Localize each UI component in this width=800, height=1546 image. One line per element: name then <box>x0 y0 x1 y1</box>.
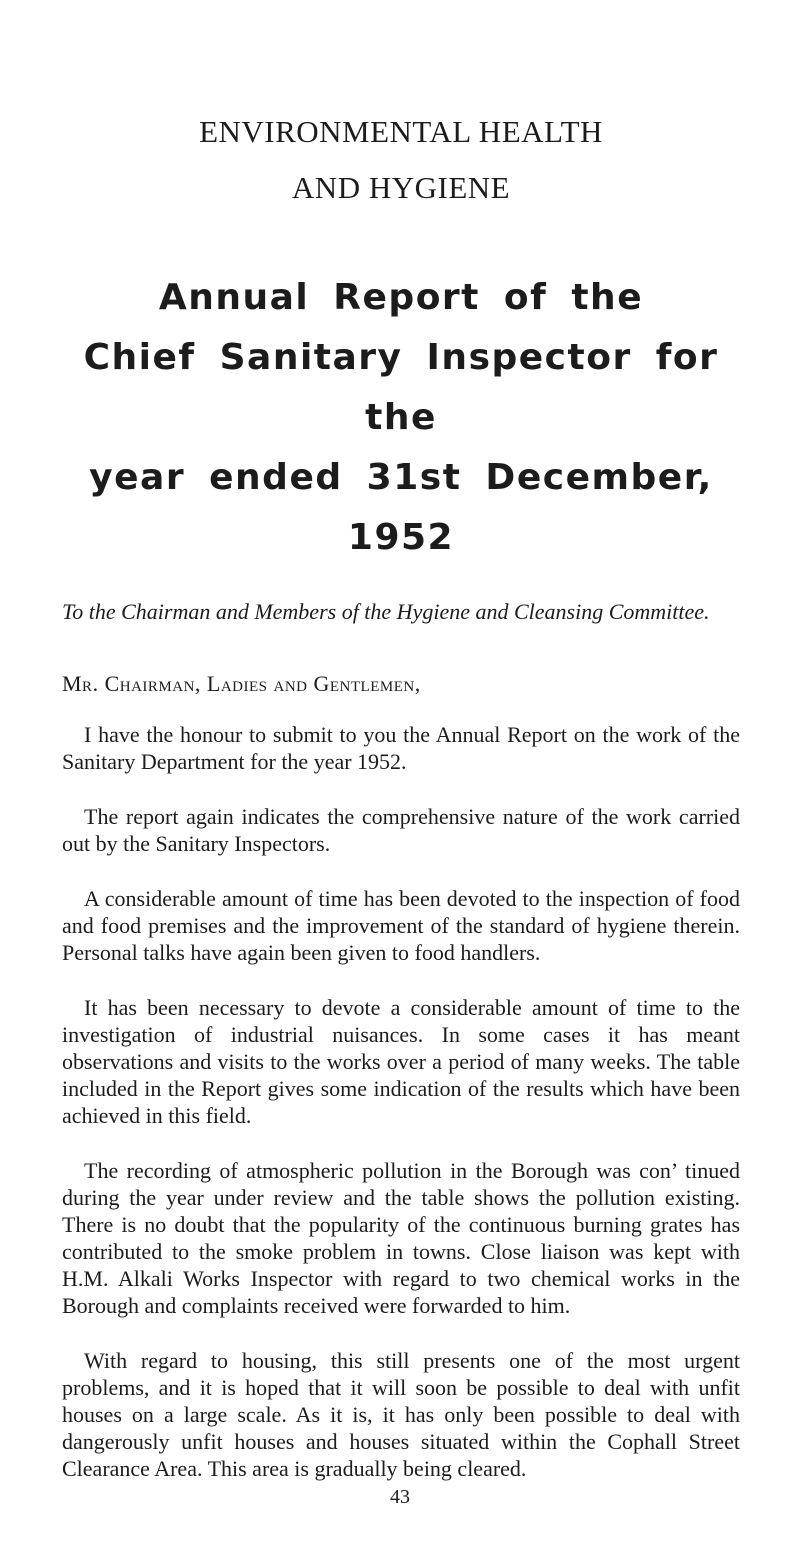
paragraph-4: It has been necessary to devote a considerable amount of time to the investigation of industrial nuisances. In some cases it has meant observations and visits to the works over a period of many weeks. The table included in the Report gives some indication of the results which have been achieved in this field. <box>62 995 740 1128</box>
paragraph-1: I have the honour to submit to you the Annual Report on the work of the Sanitary Department for the year 1952. <box>62 722 740 774</box>
paragraph-6: With regard to housing, this still presents one of the most urgent problems, and it is hoped that it will soon be possible to deal with unfit houses on a large scale. As it is, it has only been possible to deal with dangerously unfit houses and houses situated within the Cophall Street Clearance Area. This area is gradually being cleared. <box>62 1348 740 1481</box>
heading-line-1: ENVIRONMENTAL HEALTH <box>199 114 603 149</box>
heading-line-2: AND HYGIENE <box>291 170 511 205</box>
page-number: 43 <box>390 1486 410 1508</box>
section-heading <box>62 0 740 216</box>
paragraph-3: A considerable amount of time has been devoted to the inspection of food and food premises and the improvement of the standard of hygiene therein. Personal talks have again been given to food handlers. <box>62 886 740 965</box>
address-line: To the Chairman and Members of the Hygiene and Cleansing Committee. <box>62 599 710 624</box>
paragraph-5: The recording of atmospheric pollution in the Borough was con’ tinued during the year under review and the table shows the pollution existing. There is no doubt that the popularity of the continuous burning grates has contributed to the smoke problem in towns. Close liaison was kept with H.M. Alkali Works Inspector with regard to two chemical works in the Borough and complaints received were forwarded to him. <box>62 1158 740 1318</box>
report-title-line-3: year ended 31st December, 1952 <box>89 457 713 558</box>
report-title-line-1: Annual Report of the <box>158 277 644 318</box>
paragraph-2: The report again indicates the comprehensive nature of the work carried out by the Sanitary Inspectors. <box>62 804 740 856</box>
report-title <box>62 268 740 568</box>
report-title-line-2: Chief Sanitary Inspector for the <box>83 337 719 438</box>
salutation: Mr. Chairman, Ladies and Gentlemen, <box>62 671 421 696</box>
